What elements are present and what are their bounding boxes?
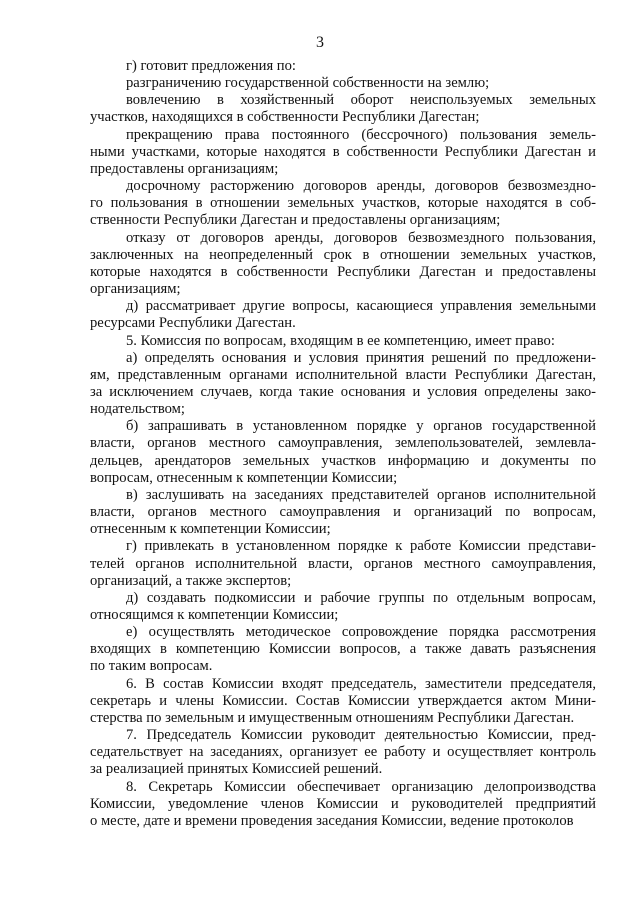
text-line: прекращению права постоянного (бессрочного) пользования земель-: [126, 126, 596, 143]
text-line: седательствует на заседаниях, организует ее работу и осуществляет контроль: [90, 744, 596, 761]
text-line: ными участками, которые находятся в собственности Республики Дагестан и: [90, 143, 596, 160]
text-line: за реализацией принятых Комиссией решений.: [90, 761, 383, 778]
text-line: 5. Комиссия по вопросам, входящим в ее компетенцию, имеет право:: [126, 332, 555, 349]
text-line: дельцев, арендаторов земельных участков информацию и документы по: [90, 452, 596, 469]
paragraph: [90, 727, 596, 778]
text-line: относящимся к компетенции Комиссии;: [90, 607, 339, 623]
paragraph: [90, 779, 596, 830]
text-line: 6. В состав Комиссии входят председатель, заместители председателя,: [126, 675, 596, 692]
text-line: за исключением случаев, когда такие основания и условия определены зако-: [90, 383, 596, 400]
text-line: ям, представленным органами исполнительной власти Республики Дагестан,: [90, 366, 596, 383]
text-line: по таким вопросам.: [90, 658, 213, 675]
text-line: го пользования в отношении земельных участков, которые находятся в соб-: [90, 195, 596, 212]
text-line: которые находятся в собственности Республики Дагестан и предоставлены: [90, 263, 596, 280]
paragraph: [90, 333, 596, 350]
paragraph: [90, 418, 596, 487]
text-line: ресурсами Республики Дагестан.: [90, 315, 296, 332]
text-line: организациям;: [90, 281, 181, 298]
text-line: разграничению государственной собственности на землю;: [126, 75, 490, 92]
text-line: входящих в компетенцию Комиссии вопросов, а также давать разъяснения: [90, 641, 596, 658]
text-line: досрочному расторжению договоров аренды, договоров безвозмездно-: [126, 178, 596, 195]
text-line: 7. Председатель Комиссии руководит деятельностью Комиссии, пред-: [126, 727, 596, 744]
paragraph: [90, 92, 596, 126]
paragraph: [90, 298, 596, 332]
text-line: отнесенным к компетенции Комиссии;: [90, 521, 331, 538]
text-line: д) рассматривает другие вопросы, касающиеся управления земельными: [126, 298, 596, 315]
text-line: г) привлекать в установленном порядке к работе Комиссии представи-: [126, 538, 596, 555]
paragraph: [90, 676, 596, 727]
paragraph: [90, 230, 596, 299]
paragraph: [90, 487, 596, 538]
text-line: секретарь и члены Комиссии. Состав Комиссии утверждается актом Мини-: [90, 692, 596, 709]
paragraph: [90, 75, 596, 92]
text-line: заключенных на неопределенный срок в отношении земельных участков,: [90, 246, 596, 263]
text-line: организаций, а также экспертов;: [90, 572, 292, 589]
paragraph: [90, 538, 596, 589]
paragraph: [90, 624, 596, 675]
text-line: е) осуществлять методическое сопровождение порядка рассмотрения: [126, 624, 596, 641]
paragraph: [90, 178, 596, 229]
text-line: вопросам, отнесенным к компетенции Комиссии;: [90, 469, 398, 486]
text-line: б) запрашивать в установленном порядке у органов государственной: [126, 418, 596, 435]
text-line: Комиссии, уведомление членов Комиссии и руководителей предприятий: [90, 795, 596, 812]
paragraph: [90, 58, 596, 75]
text-line: стерства по земельным и имущественным отношениям Республики Дагестан.: [90, 709, 575, 726]
text-line: телей органов исполнительной власти, органов местного самоуправления,: [90, 555, 596, 572]
text-line: власти, органов местного самоуправления, землепользователей, землевла-: [90, 435, 596, 452]
text-line: д) создавать подкомиссии и рабочие группы по отдельным вопросам,: [126, 589, 596, 606]
text-line: 8. Секретарь Комиссии обеспечивает организацию делопроизводства: [126, 778, 596, 795]
text-line: г) готовит предложения по:: [126, 58, 296, 74]
text-line: участков, находящихся в собственности Республики Дагестан;: [90, 109, 480, 126]
paragraph: [90, 590, 596, 624]
text-line: а) определять основания и условия принятия решений по предложени-: [126, 349, 596, 366]
paragraph: [90, 350, 596, 419]
text-line: власти, органов местного самоуправления и организаций по вопросам,: [90, 504, 596, 521]
text-line: вовлечению в хозяйственный оборот неиспользуемых земельных: [126, 92, 596, 109]
text-line: ственности Республики Дагестан и предоставлены организациям;: [90, 212, 501, 229]
text-line: предоставлены организациям;: [90, 160, 279, 177]
page-number: 3: [316, 34, 324, 51]
paragraph: [90, 127, 596, 178]
text-line: о месте, дате и времени проведения заседания Комиссии, ведение протоколов: [90, 812, 574, 829]
text-line: отказу от договоров аренды, договоров безвозмездного пользования,: [126, 229, 596, 246]
text-line: нодательством;: [90, 401, 185, 418]
document-body: [90, 58, 596, 830]
text-line: в) заслушивать на заседаниях представителей органов исполнительной: [126, 486, 596, 503]
